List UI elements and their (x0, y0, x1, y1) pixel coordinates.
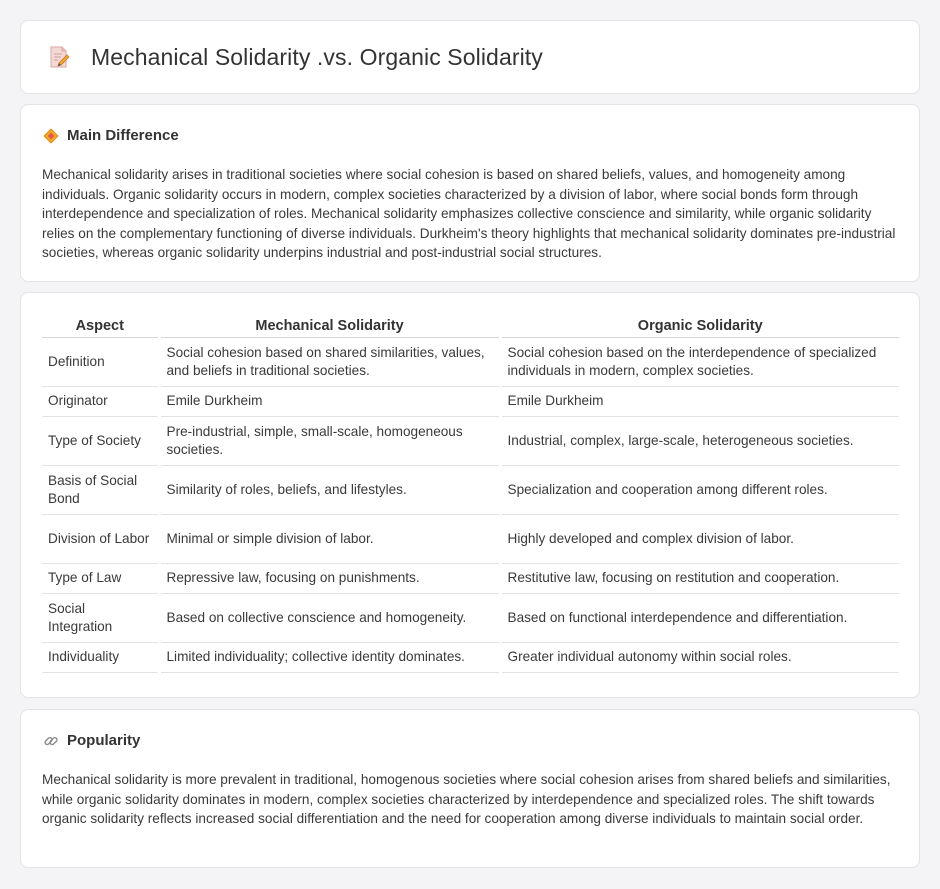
row-aspect: Definition (42, 337, 159, 386)
row-organic: Industrial, complex, large-scale, heterogeneous societies. (500, 416, 899, 465)
row-mechanical: Repressive law, focusing on punishments. (159, 563, 500, 593)
row-organic: Highly developed and complex division of labor. (500, 514, 899, 563)
row-aspect: Division of Labor (42, 514, 159, 563)
link-icon (43, 733, 59, 749)
row-aspect: Type of Society (42, 416, 159, 465)
table-header-row (42, 315, 899, 337)
comparison-table (42, 315, 899, 673)
table-row (42, 563, 899, 593)
main-difference-card (20, 104, 920, 282)
popularity-card (20, 709, 920, 868)
main-difference-header (43, 127, 179, 144)
column-header-mechanical: Mechanical Solidarity (159, 315, 500, 337)
column-header-aspect: Aspect (42, 315, 159, 337)
row-organic: Specialization and cooperation among different roles. (500, 465, 899, 514)
row-organic: Social cohesion based on the interdependence of specialized individuals in modern, complex societies. (500, 337, 899, 386)
row-aspect: Individuality (42, 642, 159, 672)
column-header-organic: Organic Solidarity (500, 315, 899, 337)
row-mechanical: Similarity of roles, beliefs, and lifestyles. (159, 465, 500, 514)
title-card (20, 20, 920, 94)
table-row (42, 593, 899, 642)
row-mechanical: Limited individuality; collective identity dominates. (159, 642, 500, 672)
row-organic: Based on functional interdependence and differentiation. (500, 593, 899, 642)
row-organic: Emile Durkheim (500, 386, 899, 416)
table-row (42, 514, 899, 563)
comparison-table-card (20, 292, 920, 698)
row-aspect: Social Integration (42, 593, 159, 642)
row-mechanical: Minimal or simple division of labor. (159, 514, 500, 563)
row-mechanical: Emile Durkheim (159, 386, 500, 416)
table-row (42, 642, 899, 672)
diamond-sign-icon (43, 128, 59, 144)
table-row (42, 337, 899, 386)
table-row (42, 386, 899, 416)
main-difference-heading: Main Difference (67, 127, 179, 144)
row-mechanical: Pre-industrial, simple, small-scale, homogeneous societies. (159, 416, 500, 465)
table-row (42, 416, 899, 465)
popularity-heading: Popularity (67, 732, 141, 749)
row-aspect: Originator (42, 386, 159, 416)
page-title: Mechanical Solidarity .vs. Organic Solidarity (91, 43, 543, 70)
row-aspect: Basis of Social Bond (42, 465, 159, 514)
row-mechanical: Social cohesion based on shared similarities, values, and beliefs in traditional societies. (159, 337, 500, 386)
row-organic: Greater individual autonomy within social roles. (500, 642, 899, 672)
popularity-header (43, 732, 140, 749)
row-mechanical: Based on collective conscience and homogeneity. (159, 593, 500, 642)
table-row (42, 465, 899, 514)
popularity-text: Mechanical solidarity is more prevalent in traditional, homogenous societies where social cohesion arises from shared beliefs and similarities, while organic solidarity dominates in modern, complex societies characterized by interdependence and specialized roles. The shift towards organic solidarity reflects increased social differentiation and the need for cooperation among diverse individuals to maintain social order. (42, 772, 891, 826)
row-aspect: Type of Law (42, 563, 159, 593)
main-difference-text: Mechanical solidarity arises in traditional societies where social cohesion is based on shared beliefs, values, and homogeneity among individuals. Organic solidarity occurs in modern, complex societies characterized by a division of labor, where social bonds form through interdependence and specialization of roles. Mechanical solidarity emphasizes collective conscience and similarity, while organic solidarity relies on the complementary functioning of diverse individuals. Durkheim's theory highlights that mechanical solidarity dominates pre-industrial societies, whereas organic solidarity underpins industrial and post-industrial social structures. (42, 167, 896, 260)
document-pencil-icon (47, 45, 71, 69)
row-organic: Restitutive law, focusing on restitution and cooperation. (500, 563, 899, 593)
